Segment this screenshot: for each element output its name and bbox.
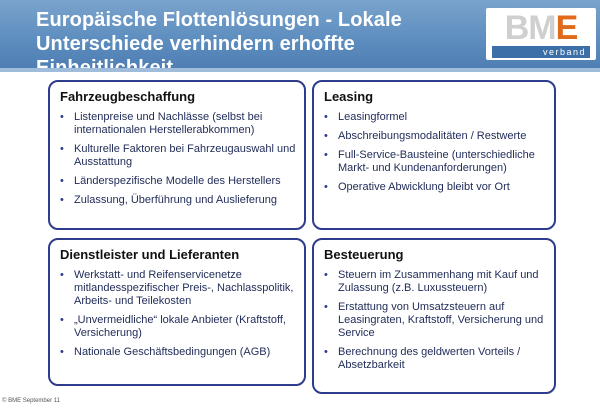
bme-logo-word <box>492 8 590 47</box>
bme-logo-letter-e: E <box>555 8 578 47</box>
bullet-item: • Full-Service-Bausteine (unterschiedliche Markt- und Kundenanforderungen) <box>324 149 546 175</box>
bullet-item: • Zulassung, Überführung und Auslieferung <box>60 194 296 207</box>
bullet-item: • Nationale Geschäftsbedingungen (AGB) <box>60 346 296 359</box>
box-heading: Besteuerung <box>324 247 404 262</box>
bullet-item: • Leasingformel <box>324 111 546 124</box>
bullet-item: • Berechnung des geldwerten Vorteils / Absetzbarkeit <box>324 346 546 372</box>
bullet-item: • Erstattung von Umsatzsteuern auf Leasingraten, Kraftstoff, Versicherung und Service <box>324 301 546 340</box>
slide-header <box>0 0 600 68</box>
box-dienstleister-und-lieferanten <box>48 238 306 386</box>
slide-title-line2: Unterschiede verhindern erhoffte <box>36 33 355 55</box>
bullet-list <box>314 269 554 372</box>
bullet-item: • Steuern im Zusammenhang mit Kauf und Zulassung (z.B. Luxussteuern) <box>324 269 546 295</box>
bullet-list <box>314 111 554 194</box>
header-divider <box>0 68 600 72</box>
footer-copyright: © BME September 11 <box>2 398 61 404</box>
box-leasing <box>312 80 556 230</box>
bullet-item: • Länderspezifische Modelle des Herstellers <box>60 175 296 188</box>
box-besteuerung <box>312 238 556 394</box>
bme-logo <box>486 8 596 60</box>
box-fahrzeugbeschaffung <box>48 80 306 230</box>
bullet-item: • Operative Abwicklung bleibt vor Ort <box>324 181 546 194</box>
bullet-list <box>50 111 304 207</box>
bullet-item: • Werkstatt- und Reifenservicenetze mitlandesspezifischer Preis-, Nachlasspolitik, Arbeits- und Teilekosten <box>60 269 296 308</box>
slide-title-line1: Europäische Flottenlösungen - Lokale <box>36 9 402 31</box>
bullet-item: • Abschreibungsmodalitäten / Restwerte <box>324 130 546 143</box>
bme-logo-subtitle: verband <box>492 46 590 58</box>
box-heading: Fahrzeugbeschaffung <box>60 89 196 104</box>
box-heading: Dienstleister und Lieferanten <box>60 247 240 262</box>
bme-logo-letters: BM <box>504 8 556 47</box>
bullet-list <box>50 269 304 359</box>
bullet-item: • „Unvermeidliche“ lokale Anbieter (Kraftstoff, Versicherung) <box>60 314 296 340</box>
bullet-item: • Listenpreise und Nachlässe (selbst bei internationalen Herstellerabkommen) <box>60 111 296 137</box>
box-heading: Leasing <box>324 89 374 104</box>
bullet-item: • Kulturelle Faktoren bei Fahrzeugauswahl und Ausstattung <box>60 143 296 169</box>
